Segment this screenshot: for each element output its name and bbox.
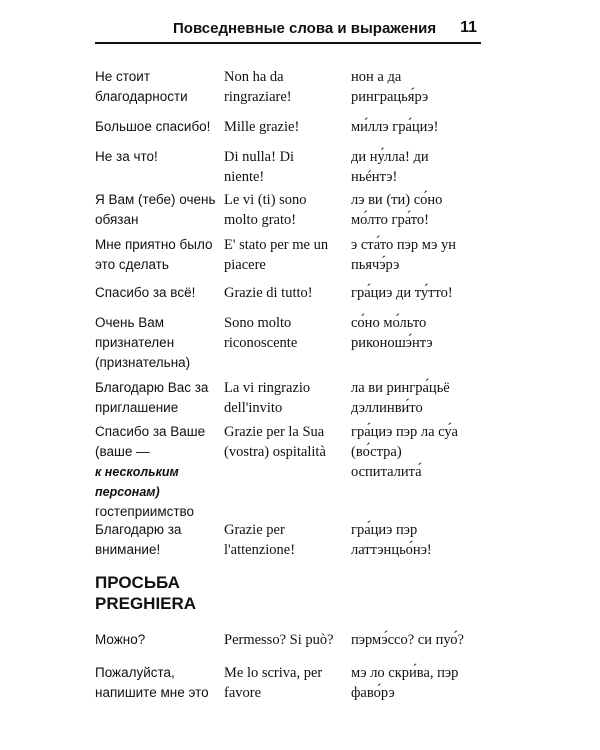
page-header-title: Повседневные слова и выражения bbox=[173, 20, 437, 37]
russian-phrase-line: к нескольким bbox=[95, 465, 179, 479]
italian-phrase-line: La vi ringrazio bbox=[224, 380, 311, 396]
russian-phrase bbox=[95, 147, 217, 167]
russian-phrase bbox=[95, 663, 217, 703]
italian-phrase bbox=[224, 422, 344, 462]
russian-phrase-line: Не стоит bbox=[95, 69, 151, 84]
russian-phrase-line: благодарности bbox=[95, 89, 188, 104]
russian-phrase bbox=[95, 190, 217, 230]
italian-phrase bbox=[224, 313, 344, 353]
section-title-it: PREGHIERA bbox=[95, 594, 197, 613]
transcription-line: э ста́то пэр мэ ун bbox=[351, 237, 456, 253]
italian-phrase-line: riconoscente bbox=[224, 335, 298, 351]
russian-phrase bbox=[95, 235, 217, 275]
transcription-line: пэрмэ́ссо? си пуо́? bbox=[351, 632, 464, 648]
russian-phrase-line: приглашение bbox=[95, 400, 179, 415]
transcription-line: ринграцья́рэ bbox=[351, 89, 429, 105]
russian-phrase bbox=[95, 117, 217, 137]
italian-phrase-line: Non ha da bbox=[224, 69, 284, 85]
transcription-line: гра́циэ пэр ла су́а bbox=[351, 424, 458, 440]
section-title-ru: ПРОСЬБА bbox=[95, 573, 180, 592]
russian-phrase bbox=[95, 283, 217, 303]
transcription-line: гра́циэ пэр bbox=[351, 522, 418, 538]
russian-phrase-line: Не за что! bbox=[95, 149, 158, 164]
transcription bbox=[351, 313, 487, 353]
italian-phrase-line: l'attenzione! bbox=[224, 542, 296, 558]
russian-phrase-line: Можно? bbox=[95, 632, 146, 647]
transcription-line: со́но мо́льто bbox=[351, 315, 427, 331]
transcription-line: оспиталита́ bbox=[351, 464, 422, 480]
transcription-line: мэ ло скри́ва, пэр bbox=[351, 665, 459, 681]
transcription bbox=[351, 422, 487, 482]
italian-phrase-line: E' stato per me un bbox=[224, 237, 329, 253]
russian-phrase-line: персонам) bbox=[95, 485, 160, 499]
section-heading bbox=[95, 572, 196, 614]
transcription bbox=[351, 235, 487, 275]
transcription-line: фаво́рэ bbox=[351, 685, 395, 701]
transcription bbox=[351, 630, 487, 650]
russian-phrase-line: Очень Вам bbox=[95, 315, 165, 330]
transcription-line: (во́стра) bbox=[351, 444, 402, 460]
italian-phrase-line: Di nulla! Di bbox=[224, 149, 295, 165]
russian-phrase bbox=[95, 313, 217, 373]
italian-phrase-line: Grazie per bbox=[224, 522, 285, 538]
italian-phrase-line: ringraziare! bbox=[224, 89, 292, 105]
italian-phrase-line: dell'invito bbox=[224, 400, 283, 416]
transcription bbox=[351, 117, 487, 137]
russian-phrase bbox=[95, 520, 217, 560]
russian-phrase-line: это сделать bbox=[95, 257, 169, 272]
italian-phrase-line: Grazie per la Sua bbox=[224, 424, 325, 440]
italian-phrase bbox=[224, 190, 344, 230]
italian-phrase bbox=[224, 117, 344, 137]
transcription bbox=[351, 283, 487, 303]
italian-phrase bbox=[224, 520, 344, 560]
italian-phrase bbox=[224, 235, 344, 275]
russian-phrase-line: напишите мне это bbox=[95, 685, 209, 700]
transcription-line: ми́ллэ гра́циэ! bbox=[351, 119, 439, 135]
russian-phrase-line: Спасибо за Ваше bbox=[95, 424, 206, 439]
transcription-line: ди ну́лла! ди bbox=[351, 149, 429, 165]
italian-phrase bbox=[224, 663, 344, 703]
transcription bbox=[351, 147, 487, 187]
russian-phrase bbox=[95, 67, 217, 107]
russian-phrase-line: Мне приятно было bbox=[95, 237, 213, 252]
transcription bbox=[351, 190, 487, 230]
italian-phrase-line: Grazie di tutto! bbox=[224, 285, 313, 301]
transcription-line: лэ ви (ти) со́но bbox=[351, 192, 443, 208]
russian-phrase-line: гостеприимство bbox=[95, 504, 195, 519]
russian-phrase bbox=[95, 378, 217, 418]
transcription-line: гра́циэ ди ту́тто! bbox=[351, 285, 453, 301]
italian-phrase bbox=[224, 378, 344, 418]
russian-phrase-line: Благодарю Вас за bbox=[95, 380, 209, 395]
italian-phrase bbox=[224, 283, 344, 303]
running-header bbox=[95, 14, 481, 44]
russian-phrase-line: признателен bbox=[95, 335, 175, 350]
transcription bbox=[351, 663, 487, 703]
russian-phrase bbox=[95, 422, 217, 522]
transcription-line: дэллинви́то bbox=[351, 400, 423, 416]
russian-phrase-line: внимание! bbox=[95, 542, 161, 557]
italian-phrase-line: molto grato! bbox=[224, 212, 297, 228]
transcription-line: пьячэ́рэ bbox=[351, 257, 400, 273]
russian-phrase-line: Я Вам (тебе) очень bbox=[95, 192, 216, 207]
italian-phrase-line: Le vi (ti) sono bbox=[224, 192, 307, 208]
italian-phrase-line: Sono molto bbox=[224, 315, 292, 331]
transcription-line: нон а да bbox=[351, 69, 402, 85]
italian-phrase bbox=[224, 630, 344, 650]
page-number: 11 bbox=[460, 19, 477, 36]
russian-phrase-line: Спасибо за всё! bbox=[95, 285, 196, 300]
russian-phrase-line: Благодарю за bbox=[95, 522, 182, 537]
russian-phrase-line: Пожалуйста, bbox=[95, 665, 175, 680]
transcription bbox=[351, 520, 487, 560]
transcription-line: риконошэ́нтэ bbox=[351, 335, 433, 351]
transcription-line: ла ви рингра́цьё bbox=[351, 380, 450, 396]
russian-phrase-line: (признательна) bbox=[95, 355, 191, 370]
italian-phrase-line: Me lo scriva, per bbox=[224, 665, 323, 681]
italian-phrase-line: favore bbox=[224, 685, 262, 701]
transcription-line: ньéнтэ! bbox=[351, 169, 398, 185]
russian-phrase-line: (ваше — bbox=[95, 444, 150, 459]
italian-phrase-line: Mille grazie! bbox=[224, 119, 300, 135]
russian-phrase-line: Большое спасибо! bbox=[95, 119, 211, 134]
italian-phrase-line: piacere bbox=[224, 257, 266, 273]
russian-phrase bbox=[95, 630, 217, 650]
italian-phrase-line: Permesso? Si può? bbox=[224, 632, 334, 648]
russian-phrase-line: обязан bbox=[95, 212, 139, 227]
transcription-line: мо́лто гра́то! bbox=[351, 212, 429, 228]
italian-phrase bbox=[224, 147, 344, 187]
italian-phrase bbox=[224, 67, 344, 107]
transcription-line: латтэнцьо́нэ! bbox=[351, 542, 432, 558]
italian-phrase-line: (vostra) ospitalità bbox=[224, 444, 326, 460]
italian-phrase-line: niente! bbox=[224, 169, 265, 185]
transcription bbox=[351, 67, 487, 107]
transcription bbox=[351, 378, 487, 418]
